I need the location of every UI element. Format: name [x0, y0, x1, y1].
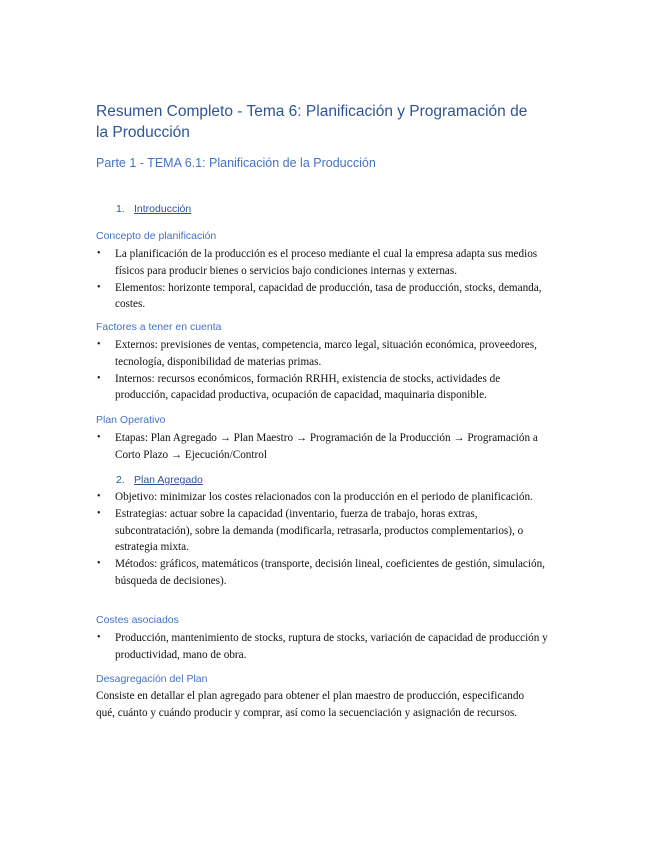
paragraph-desagregacion: Consiste en detallar el plan agregado para obtener el plan maestro de producción, especificando qué, cuánto y cuándo producir y comprar, así como la secuenciación y asignación de recursos. [96, 690, 525, 719]
bullet-icon: • [97, 507, 101, 519]
bullet-icon: • [97, 632, 101, 643]
section-heading-plan-agregado [116, 474, 203, 486]
bullet-icon: • [97, 339, 101, 350]
section-number: 1. [116, 203, 125, 215]
list-item: • Estrategias: actuar sobre la capacidad (inventario, fuerza de trabajo, horas extras, subcontratación), sobre la demanda (modificarla, retrasarla, productos complementarios), o estrategia mixta. [97, 507, 524, 554]
list-factores [96, 337, 556, 404]
list-item: • Objetivo: minimizar los costes relacionados con la producción en el periodo de planificación. [96, 489, 556, 506]
bullet-icon: • [97, 372, 101, 384]
list-item: • Internos: recursos económicos, formación RRHH, existencia de stocks, actividades de producción, capacidad productiva, ocupación de capacidad, maquinaria disponible. [97, 372, 501, 402]
list-item: • La planificación de la producción es el proceso mediante el cual la empresa adapta sus medios físicos para producir bienes o servicios bajo condiciones internas y externas. [97, 248, 538, 277]
bullet-icon: • [97, 432, 101, 443]
document-title: Resumen Completo - Tema 6: Planificación y Programación de la Producción [96, 103, 528, 141]
bullet-icon: • [97, 491, 101, 502]
list-plan-agregado [96, 489, 556, 590]
bullet-icon: • [97, 248, 101, 259]
section-heading-introduccion [116, 203, 191, 215]
list-item: • Externos: previsiones de ventas, competencia, marco legal, situación económica, proveedores, tecnología, disponibilidad de materias primas. [97, 339, 537, 368]
list-item: • Elementos: horizonte temporal, capacidad de producción, tasa de producción, stocks, demanda, costes. [97, 281, 542, 311]
list-item: • Métodos: gráficos, matemáticos (transporte, decisión lineal, coeficientes de gestión, simulación, búsqueda de decisiones). [97, 558, 545, 587]
subheading-costes: Costes asociados [96, 614, 179, 626]
section-label: Introducción [134, 203, 192, 215]
list-plan-operativo [96, 430, 556, 464]
bullet-icon: • [97, 558, 101, 570]
list-item: • Etapas: Plan Agregado → Plan Maestro → Programación de la Producción → Programación a Corto Plazo → Ejecución/Control [97, 432, 538, 461]
list-concepto [96, 246, 556, 313]
subheading-factores: Factores a tener en cuenta [96, 321, 222, 333]
subheading-plan-operativo: Plan Operativo [96, 414, 166, 426]
subheading-concepto: Concepto de planificación [96, 230, 217, 242]
section-label: Plan Agregado [134, 474, 203, 486]
list-item: • Producción, mantenimiento de stocks, ruptura de stocks, variación de capacidad de producción y productividad, mano de obra. [97, 632, 548, 661]
section-number: 2. [116, 474, 125, 486]
bullet-icon: • [97, 281, 101, 293]
part-heading: Parte 1 - TEMA 6.1: Planificación de la Producción [96, 156, 376, 170]
subheading-desagregacion: Desagregación del Plan [96, 673, 208, 685]
list-costes [96, 630, 556, 664]
